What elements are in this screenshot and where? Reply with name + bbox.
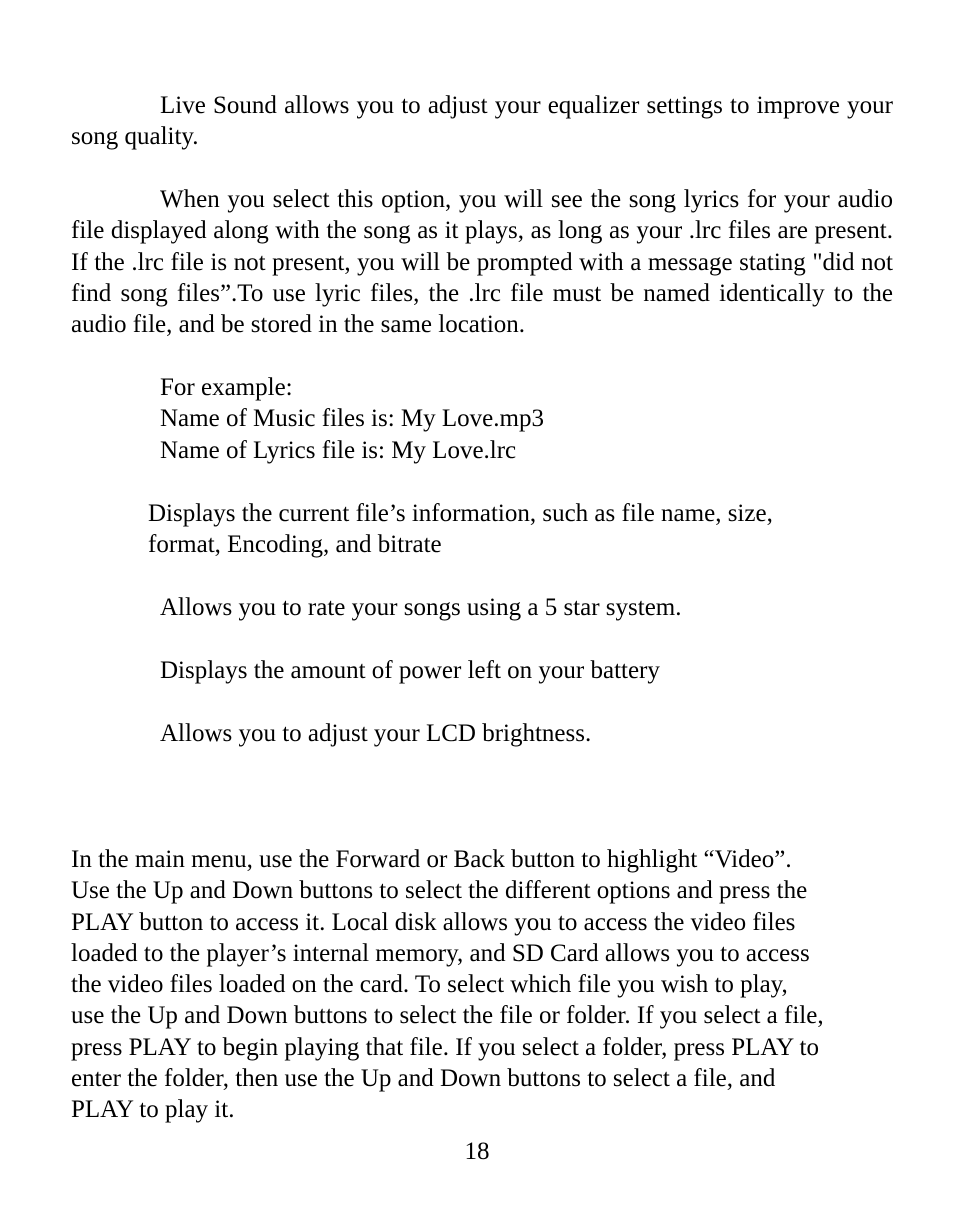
rating-paragraph: Allows you to rate your songs using a 5 star system. xyxy=(160,594,682,621)
file-info-line: Displays the current file’s information, such as file name, size, xyxy=(148,500,773,527)
video-line: use the Up and Down buttons to select the file or folder. If you select a file, xyxy=(71,1002,824,1030)
video-line: In the main menu, use the Forward or Back button to highlight “Video”. xyxy=(71,846,792,873)
file-info-paragraph xyxy=(148,498,773,561)
lyrics-example xyxy=(160,372,544,466)
battery-paragraph: Displays the amount of power left on your battery xyxy=(160,657,660,684)
brightness-paragraph: Allows you to adjust your LCD brightness. xyxy=(160,720,592,747)
video-line: loaded to the player’s internal memory, and SD Card allows you to access xyxy=(71,939,810,967)
example-heading: For example: xyxy=(160,374,293,401)
video-line: PLAY button to access it. Local disk allows you to access the video files xyxy=(71,908,796,936)
video-paragraph xyxy=(71,844,824,1126)
file-info-line: format, Encoding, and bitrate xyxy=(148,531,442,559)
live-sound-paragraph: Live Sound allows you to adjust your equalizer settings to improve your song quality. xyxy=(71,92,893,151)
video-line: enter the folder, then use the Up and Down buttons to select a file, and xyxy=(71,1065,776,1093)
page-number: 18 xyxy=(464,1138,490,1165)
video-line: Use the Up and Down buttons to select the different options and press the xyxy=(71,877,808,905)
video-line: the video files loaded on the card. To select which file you wish to play, xyxy=(71,971,788,999)
lyrics-paragraph: When you select this option, you will see the song lyrics for your audio file displayed along with the song as it plays, as long as your .lrc files are present. If the .lrc file is not present, you will be prompted with a message stating "did not find song files”.To use lyric files, the .lrc file must be named identically to the audio file, and be stored in the same location. xyxy=(71,186,893,339)
example-lyrics-file: Name of Lyrics file is: My Love.lrc xyxy=(160,436,517,464)
video-line: press PLAY to begin playing that file. If you select a folder, press PLAY to xyxy=(71,1033,819,1061)
video-line: PLAY to play it. xyxy=(71,1096,235,1124)
example-music-file: Name of Music files is: My Love.mp3 xyxy=(160,405,544,433)
